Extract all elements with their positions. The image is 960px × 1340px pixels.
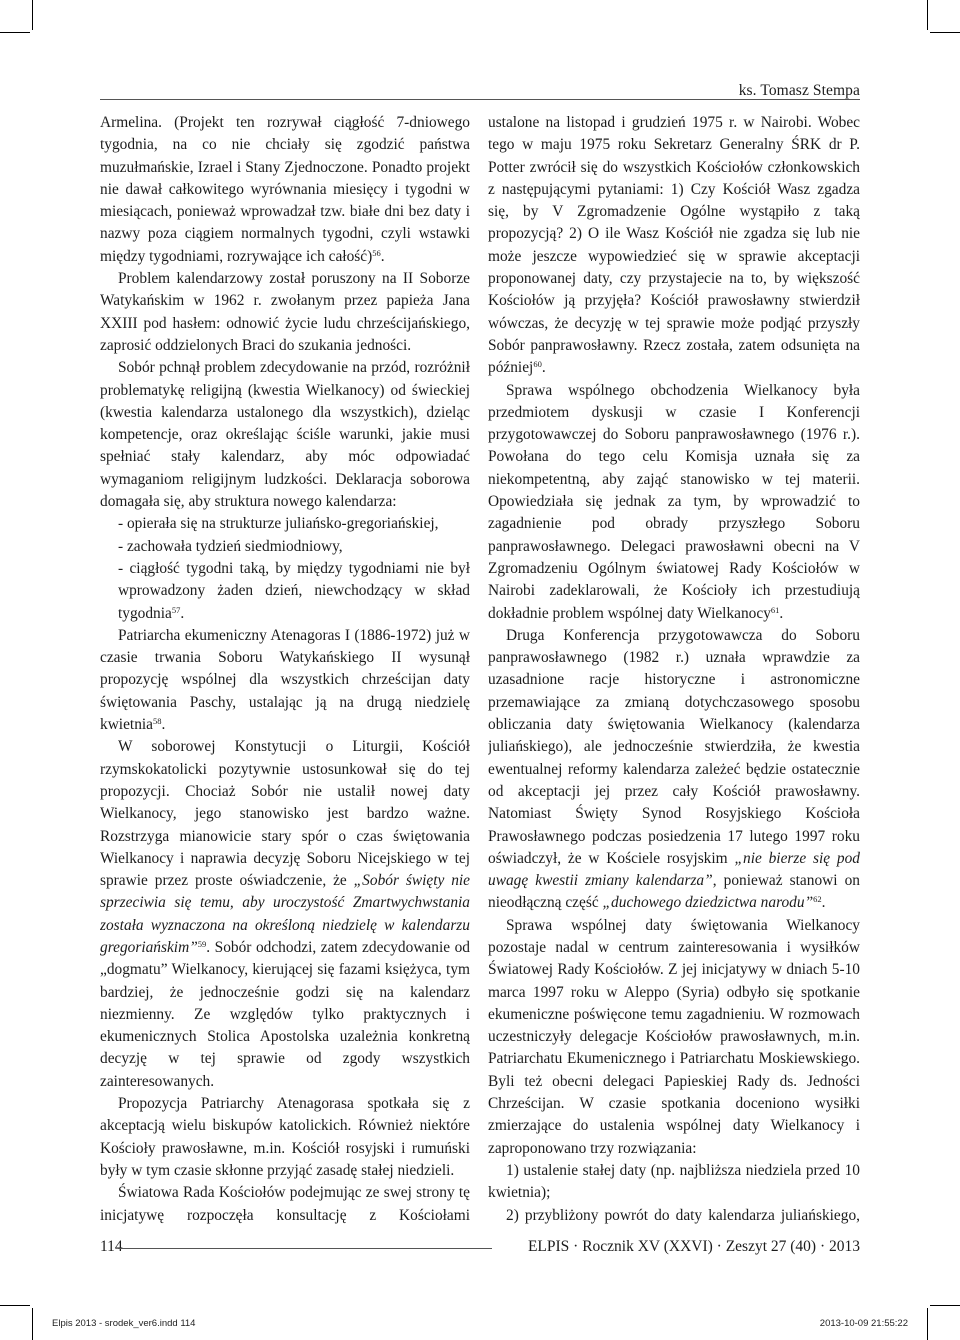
paragraph-text: Sobór pchnął problem zdecydowanie na przód, rozróżnił problematykę religijną (kwestia Wielkanocy) od świeckiej (kwestia kalendarza ustalonego dla wszystkich), dzieląc kompetencje, oraz określając ściśle warunki, jakie musi spełniać stały kalendarz, aby móc odpowiadać wymaganiom religijnym ludzkości. Deklaracja soborowa domagała się, aby struktura nowego kalendarza: bbox=[100, 359, 470, 511]
paragraph bbox=[488, 915, 860, 1160]
header-rule bbox=[100, 99, 860, 100]
crop-mark-top-left bbox=[32, 0, 33, 30]
paragraph-text: . Sobór odchodzi, zatem zdecydowanie od „dogmatu” Wielkanocy, kierującej się fazami księżyca, tym bardziej, że jednocześnie godzi się na kalendarz niezmienny. Ze względów tylko praktycznych i ekumenicznych Stolica Apostolska uzależnia konkretną decyzję w tej sprawie od zgody wszystkich zainteresowanych. bbox=[100, 938, 470, 1090]
paragraph-text: 1) ustalenie stałej daty (np. najbliższa niedziela przed 10 kwietnia); bbox=[488, 1161, 860, 1202]
paragraph bbox=[488, 1160, 860, 1205]
paragraph-text: Problem kalendarzowy został poruszony na II Soborze Watykańskim w 1962 r. zwołanym przez papieża Jana XXIII pod hasłem: odnowić życie ludu chrześcijańskiego, zaprosić oddzielonych Braci do szukania jedności. bbox=[100, 270, 470, 354]
paragraph-text: . bbox=[380, 247, 385, 265]
paragraph bbox=[100, 1182, 470, 1227]
crop-mark-top-left-h bbox=[0, 32, 30, 33]
print-slug-file: Elpis 2013 - srodek_ver6.indd 114 bbox=[52, 1318, 196, 1329]
crop-mark-bottom-left-h bbox=[0, 1305, 30, 1306]
crop-mark-bottom-left bbox=[32, 1308, 33, 1340]
print-slug-date: 2013-10-09 21:55:22 bbox=[819, 1318, 908, 1329]
paragraph bbox=[488, 112, 860, 380]
paragraph bbox=[100, 357, 470, 513]
footnote-ref: 59 bbox=[197, 938, 207, 949]
paragraph-text: Patriarcha ekumeniczny Atenagoras I (1886-1972) już w czasie trwania Soboru Watykańskiego II wysunął propozycję wspólnej dla wszystkich chrześcijan daty świętowania Paschy, ustalając ją na drugą niedzielę kwietnia bbox=[100, 626, 470, 734]
paragraph-text: Światowa Rada Kościołów podejmując ze swej strony tę inicjatywę rozpoczęła konsultację z Kościołami bbox=[100, 1184, 470, 1224]
left-text-column bbox=[100, 112, 470, 1227]
page-number: 114 bbox=[100, 1238, 123, 1255]
paragraph-text: Sprawa wspólnego obchodzenia Wielkanocy była przedmiotem dyskusji w czasie I Konferencji przygotowawczej do Soboru panprawosławnego (1976 r.). Powołana do tego celu Komisja uznała się za niekompetentną, aby zająć stanowisko w tej materii. Opowiedziała się jednak za tym, by wprowadzić to zagadnienie pod obrady przyszłego Soboru panprawosławnego. Delegaci prawosławni obecni na V Zgromadzeniu Ogólnym światowej Rady Kościołów w Nairobi zadeklarowali, że Kościoły ich przestudiują dokładnie problem wspólnej daty Wielkanocy bbox=[488, 381, 860, 622]
crop-mark-top-right bbox=[927, 0, 928, 30]
paragraph bbox=[488, 1205, 860, 1227]
footer-rule bbox=[118, 1248, 492, 1249]
paragraph bbox=[100, 1093, 470, 1182]
right-text-column bbox=[488, 112, 860, 1227]
paragraph-text: . bbox=[779, 604, 784, 622]
paragraph-text: Propozycja Patriarchy Atenagorasa spotkała się z akceptacją wielu biskupów katolickich. Również niektóre Kościoły prawosławne, m.in. Kościół rosyjski i rumuński były w tym czasie skłonne przyjąć zasadę stałej niedzieli. bbox=[100, 1095, 470, 1179]
quotation-italic: „nie bierze się pod uwagę kwestii zmiany kalendarza” bbox=[488, 849, 860, 890]
paragraph-text: 2) przybliżony powrót do daty kalendarza juliańskiego, bbox=[506, 1206, 860, 1224]
paragraph bbox=[488, 380, 860, 625]
paragraph-text: , ponieważ stanowi on nieodłączną część bbox=[488, 872, 860, 912]
paragraph bbox=[100, 268, 470, 357]
paragraph bbox=[100, 513, 470, 535]
paragraph-text: Armelina. (Projekt ten rozrywał ciągłość 7-dniowego tygodnia, na co nie chciały się zgodzić państwa muzułmańskie, Izrael i Stany Zjednoczone. Ponadto projekt nie dawał całkowitego wyrównania miesięcy i tygodni w miesiącach, ponieważ wprowadzał tzw. białe dni bez daty i nazwy poza ciągiem normalnych tygodni, czyli wstawki między tygodniami, rozrywające ich całość) bbox=[100, 114, 470, 265]
footnote-ref: 57 bbox=[171, 604, 181, 615]
journal-footer: ELPIS · Rocznik XV (XXVI) · Zeszyt 27 (40) · 2013 bbox=[527, 1238, 860, 1255]
footnote-ref: 60 bbox=[533, 359, 542, 370]
paragraph-text: Druga Konferencja przygotowawcza do Soboru panprawosławnego (1982 r.) uznała wprawdzie za uzasadnione racje historyczne i astronomiczne przemawiające za zmianą dotychczasowego sposobu obliczania daty świętowania Wielkanocy (kalendarza juliańskiego), ale jednocześnie stwierdziła, że kwestia ewentualnej reformy kalendarza zależeć będzie ostatecznie od akceptacji jej przez cały Kościół prawosławny. Natomiast Święty Synod Rosyjskiego Kościoła Prawosławnego podczas posiedzenia 17 lutego 1997 roku oświadczył, że w Kościele rosyjskim bbox=[488, 626, 860, 867]
paragraph-text: ustalone na listopad i grudzień 1975 r. w Nairobi. Wobec tego w maju 1975 roku Sekretarz Generalny ŚRK dr P. Potter zwrócił się do wszystkich Kościołów członkowskich z następującymi pytaniami: 1) Czy Kościół Wasz zgadza się, by V Zgromadzenie Ogólne wystąpiło z taką propozycją? 2) O ile Wasz Kościół nie zgadza się lub nie może jeszcze wypowiedzieć się w sprawie akceptacji proponowanej daty, czy przystajecie na to, by większość Kościołów ją przyjęła? Kościół prawosławny stwierdził wówczas, że decyzję w tej sprawie może podjąć przyszły Sobór panprawosławny. Rzecz została, zatem odsunięta na później bbox=[488, 114, 860, 377]
paragraph-text: Sprawa wspólnej daty świętowania Wielkanocy pozostaje nadal w centrum zainteresowania i wysiłków Światowej Rady Kościołów. Z jej inicjatywy w dniach 5-10 marca 1997 roku w Aleppo (Syria) odbyło się spotkanie ekumeniczne poświęcone temu zagadnieniu. W rozmowach uczestniczyły delegacje Kościołów prawosławnych, m.in. Patriarchatu Ekumenicznego i Patriarchatu Moskiewskiego. Byli też obecni delegaci Papieskiej Rady ds. Jedności Chrześcijan. W czasie spotkania doceniono wysiłki zmierzające do ustalenia wspólnej daty Wielkanocy i zaproponowano trzy rozwiązania: bbox=[488, 916, 860, 1157]
paragraph-text: . bbox=[180, 604, 185, 622]
paragraph-text: - ciągłość tygodni taką, by między tygodniami nie był wprowadzony żaden dzień, niewchodzący w skład tygodnia bbox=[118, 559, 470, 622]
quotation-italic: „Sobór święty nie sprzeciwia się temu, aby uroczystość Zmartwychwstania została wyznaczona na określoną niedzielę w kalendarzu gregoriańskim” bbox=[100, 872, 470, 956]
paragraph-text: - opierała się na strukturze juliańsko-gregoriańskiej, bbox=[118, 515, 439, 533]
paragraph bbox=[100, 112, 470, 268]
paragraph-text: . bbox=[161, 716, 166, 734]
running-header-author: ks. Tomasz Stempa bbox=[738, 82, 860, 99]
paragraph-text: - zachowała tydzień siedmiodniowy, bbox=[118, 537, 343, 555]
paragraph bbox=[100, 536, 470, 558]
footnote-ref: 61 bbox=[770, 604, 780, 615]
paragraph-text: . bbox=[541, 359, 546, 377]
paragraph bbox=[100, 558, 470, 625]
paragraph bbox=[100, 736, 470, 1093]
quotation-italic: „duchowego dziedzictwa narodu” bbox=[602, 894, 814, 912]
paragraph bbox=[488, 625, 860, 915]
crop-mark-bottom-right bbox=[927, 1308, 928, 1340]
footnote-ref: 58 bbox=[153, 716, 162, 727]
footnote-ref: 56 bbox=[372, 247, 381, 258]
paragraph-text: . bbox=[821, 894, 826, 912]
crop-mark-bottom-right-h bbox=[930, 1305, 960, 1306]
paragraph-text: W soborowej Konstytucji o Liturgii, Kościół rzymskokatolicki pozytywnie ustosunkował się do tej propozycji. Chociaż Sobór nie ustalił nowej daty Wielkanocy, jego stanowisko jest bardzo ważne. Rozstrzyga mianowicie stary spór o czas świętowania Wielkanocy i naprawia decyzję Soboru Nicejskiego w tej sprawie przez proste oświadczenie, że bbox=[100, 738, 470, 890]
crop-mark-top-right-h bbox=[930, 32, 960, 33]
paragraph bbox=[100, 625, 470, 736]
footnote-ref: 62 bbox=[813, 894, 822, 905]
